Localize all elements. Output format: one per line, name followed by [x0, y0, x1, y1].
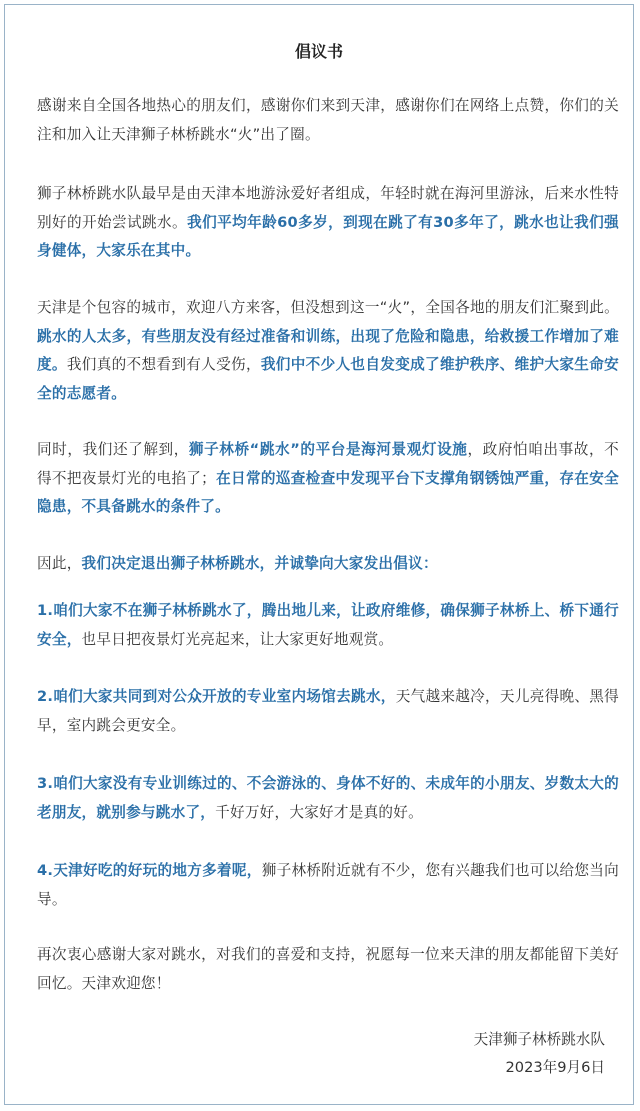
highlighted-text: 跳水的人太多，有些朋友没有经过准备和训练，出现了危险和隐患，给救援工作增加了难度。: [37, 327, 619, 374]
body-text: 天津是个包容的城市，欢迎八方来客，但没想到这一“火”，全国各地的朋友们汇聚到此。: [37, 299, 619, 316]
body-text: 也早日把夜景灯光亮起来，让大家更好地观赏。: [81, 630, 394, 648]
body-text: 再次衷心感谢大家对跳水，对我们的喜爱和支持，祝愿每一位来天津的朋友都能留下美好回忆。天津欢迎您！: [37, 946, 619, 992]
highlighted-text: 狮子林桥“跳水”的平台是海河景观灯设施: [188, 441, 468, 458]
paragraph-4: [37, 436, 619, 522]
body-text: 同时，我们还了解到，: [37, 441, 189, 458]
paragraph-closing: [37, 941, 619, 998]
document-frame: [4, 4, 634, 1105]
document-title: 倡议书: [294, 42, 343, 61]
paragraph-1: [37, 92, 619, 149]
signature-date: 2023年9月6日: [505, 1059, 605, 1076]
paragraph-item-3: [37, 770, 619, 827]
body-text: 狮子林桥附近就有不少，您有兴趣我们也可以给您当向导。: [37, 862, 619, 908]
signature-org: 天津狮子林桥跳水队: [473, 1031, 605, 1048]
body-text: 我们真的不想看到有人受伤，: [66, 356, 261, 374]
body-text: 感谢来自全国各地热心的朋友们，感谢你们来到天津，感谢你们在网络上点赞，你们的关注和加入让天津狮子林桥跳水“火”出了圈。: [37, 97, 619, 143]
paragraph-item-2: [37, 683, 619, 740]
paragraph-item-1: [37, 597, 619, 654]
body-text: 因此，: [37, 555, 82, 572]
highlighted-text: 我们平均年龄60多岁，到现在跳了有30多年了，跳水也让我们强身健体，大家乐在其中。: [37, 213, 619, 260]
highlighted-text: 2.咱们大家共同到对公众开放的专业室内场馆去跳水，: [37, 688, 396, 705]
highlighted-text: 3.咱们大家没有专业训练过的、不会游泳的、身体不好的、未成年的小朋友、岁数太大的老朋友，就别参与跳水了，: [37, 775, 619, 821]
paragraph-2: [37, 180, 619, 266]
body-text: 千好万好，大家好才是真的好。: [215, 803, 423, 821]
highlighted-text: 在日常的巡查检查中发现平台下支撑角钢锈蚀严重，存在安全隐患，不具备跳水的条件了。: [37, 469, 619, 516]
highlighted-text: 1.咱们大家不在狮子林桥跳水了，腾出地儿来，让政府维修，确保狮子林桥上、桥下通行安全，: [37, 602, 619, 648]
highlighted-text: 4.天津好吃的好玩的地方多着呢，: [37, 862, 262, 879]
body-text: 狮子林桥跳水队最早是由天津本地游泳爱好者组成，年轻时就在海河里游泳，后来水性特别好的开始尝试跳水。: [37, 185, 619, 231]
body-text: 天气越来越冷，天儿亮得晚、黑得早，室内跳会更安全。: [37, 688, 619, 734]
paragraph-3: [37, 294, 619, 408]
body-text: ，政府怕咱出事故，不得不把夜景灯光的电掐了；: [37, 441, 619, 487]
paragraph-5: [37, 550, 619, 579]
highlighted-text: 我们中不少人也自发变成了维护秩序、维护大家生命安全的志愿者。: [37, 356, 619, 402]
highlighted-text: 我们决定退出狮子林桥跳水，并诚挚向大家发出倡议：: [81, 555, 438, 572]
paragraph-item-4: [37, 857, 619, 914]
